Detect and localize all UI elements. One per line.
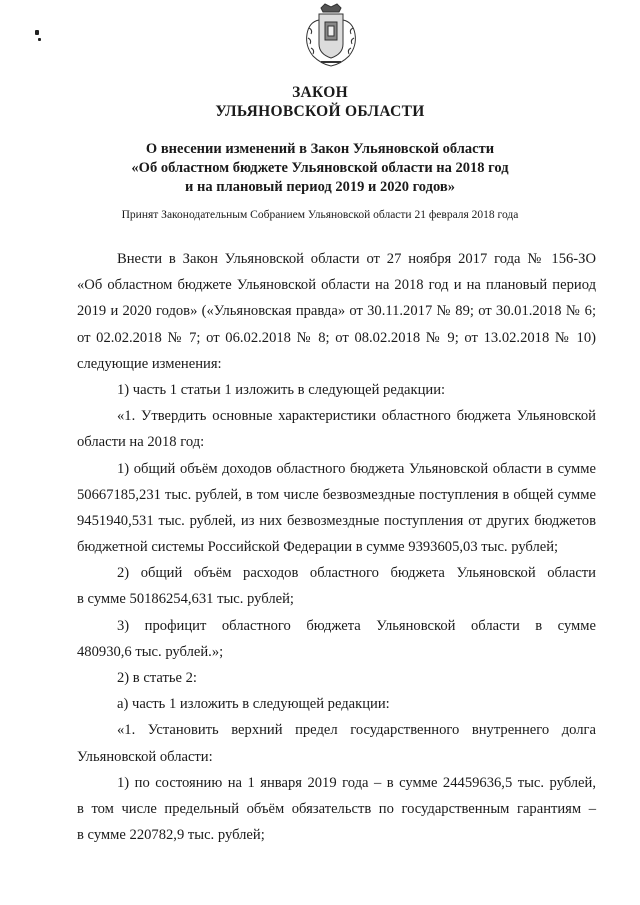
law-body: [77, 246, 596, 848]
adoption-note: Принят Законодательным Собранием Ульяновской области 21 февраля 2018 года: [121, 209, 519, 221]
body-line: Ульяновской области:: [77, 748, 213, 765]
scan-speck: [38, 38, 41, 41]
body-line: «1. Установить верхний предел государственного внутреннего долга: [117, 722, 596, 739]
body-line: следующие изменения:: [77, 355, 222, 372]
body-line: в том числе предельный объём обязательств по государственным гарантиям –: [77, 800, 596, 817]
subtitle-line: «Об областном бюджете Ульяновской области на 2018 год: [131, 160, 509, 176]
body-line: «Об областном бюджете Ульяновской области на 2018 год и на плановый период: [77, 277, 596, 294]
law-region: УЛЬЯНОВСКОЙ ОБЛАСТИ: [215, 103, 425, 120]
law-title: ЗАКОН: [292, 84, 348, 101]
body-line: области на 2018 год:: [77, 434, 205, 451]
coat-of-arms-emblem-icon: [299, 0, 363, 70]
body-line: бюджетной системы Российской Федерации в сумме 9393605,03 тыс. рублей;: [77, 539, 559, 556]
body-line: 1) общий объём доходов областного бюджета Ульяновской области в сумме: [117, 460, 596, 477]
law-subtitle: [0, 140, 640, 197]
body-line: 1) часть 1 статьи 1 изложить в следующей редакции:: [117, 381, 446, 398]
body-line: «1. Утвердить основные характеристики областного бюджета Ульяновской: [117, 408, 596, 425]
body-line: от 02.02.2018 № 7; от 06.02.2018 № 8; от 08.02.2018 № 9; от 13.02.2018 № 10): [77, 329, 596, 346]
body-line: в сумме 50186254,631 тыс. рублей;: [77, 591, 294, 608]
body-line: 1) по состоянию на 1 января 2019 года – в сумме 24459636,5 тыс. рублей,: [117, 774, 596, 791]
body-line: 2) в статье 2:: [117, 670, 197, 686]
body-line: 50667185,231 тыс. рублей, в том числе безвозмездные поступления в общей сумме: [77, 486, 596, 503]
subtitle-line: и на плановый период 2019 и 2020 годов»: [185, 179, 455, 195]
body-line: Внести в Закон Ульяновской области от 27 ноября 2017 года № 156-ЗО: [117, 251, 596, 267]
scan-speck: [35, 30, 39, 35]
body-line: в сумме 220782,9 тыс. рублей;: [77, 827, 265, 844]
subtitle-line: О внесении изменений в Закон Ульяновской области: [145, 141, 495, 157]
body-line: 2019 и 2020 годов» («Ульяновская правда» от 30.11.2017 № 89; от 30.01.2018 № 6;: [77, 303, 596, 320]
body-line: а) часть 1 изложить в следующей редакции:: [117, 696, 390, 713]
body-line: 3) профицит областного бюджета Ульяновской области в сумме: [117, 617, 596, 634]
body-line: 9451940,531 тыс. рублей, из них безвозмездные поступления от других бюджетов: [77, 512, 596, 529]
body-line: 480930,6 тыс. рублей.»;: [77, 643, 224, 660]
body-line: 2) общий объём расходов областного бюджета Ульяновской области: [117, 565, 596, 582]
